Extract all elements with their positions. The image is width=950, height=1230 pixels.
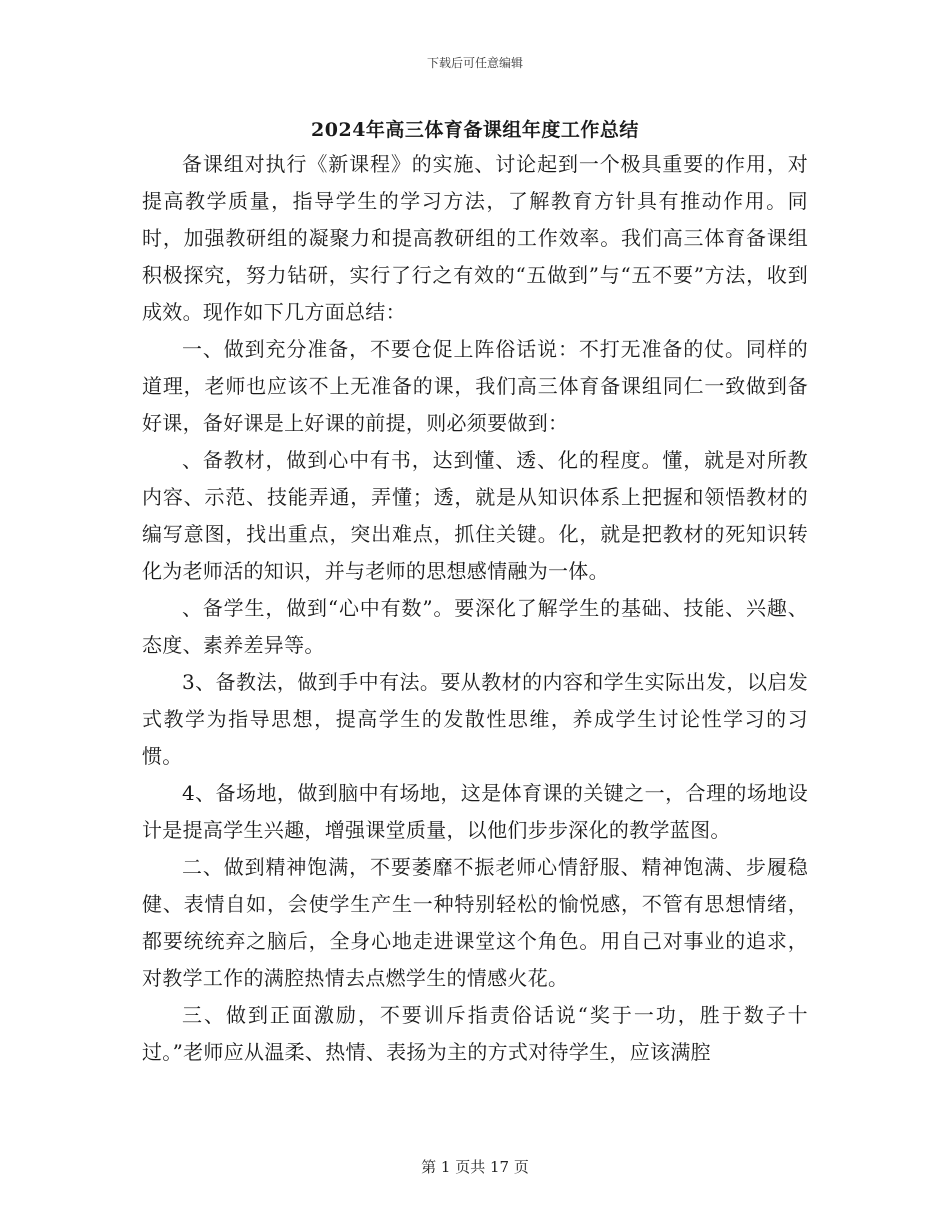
paragraph-prepare-venue: 4、备场地，做到脑中有场地，这是体育课的关键之一，合理的场地设计是提高学生兴趣，增强课堂质量，以他们步步深化的教学蓝图。 xyxy=(142,781,808,842)
paragraph-prepare-methods: 3、备教法，做到手中有法。要从教材的内容和学生实际出发，以启发式教学为指导思想，提高学生的发散性思维，养成学生讨论性学习的习惯。 xyxy=(142,670,808,768)
paragraph-intro: 备课组对执行《新课程》的实施、讨论起到一个极具重要的作用，对提高教学质量，指导学生的学习方法，了解教育方针具有推动作用。同时，加强教研组的凝聚力和提高教研组的工作效率。我们高三体育备课组积极探究，努力钻研，实行了行之有效的“五做到”与“五不要”方法，收到成效。现作如下几方面总结： xyxy=(142,152,808,324)
paragraph-prepare-students: 、备学生，做到“心中有数”。要深化了解学生的基础、技能、兴趣、态度、素养差异等。 xyxy=(142,596,808,657)
paragraph-section-1: 一、做到充分准备，不要仓促上阵俗话说：不打无准备的仗。同样的道理，老师也应该不上无准备的课，我们高三体育备课组同仁一致做到备好课，备好课是上好课的前提，则必须要做到： xyxy=(142,337,808,435)
paragraph-section-2: 二、做到精神饱满，不要萎靡不振老师心情舒服、精神饱满、步履稳健、表情自如，会使学生产生一种特别轻松的愉悦感，不管有思想情绪，都要统统弃之脑后，全身心地走进课堂这个角色。用自己对事业的追求，对教学工作的满腔热情去点燃学生的情感火花。 xyxy=(142,855,808,990)
page-header: 下载后可任意编辑 xyxy=(426,56,523,70)
paragraph-prepare-materials: 、备教材，做到心中有书，达到懂、透、化的程度。懂，就是对所教内容、示范、技能弄通，弄懂；透，就是从知识体系上把握和领悟教材的编写意图，找出重点，突出难点，抓住关键。化，就是把教材的死知识转化为老师活的知识，并与老师的思想感情融为一体。 xyxy=(142,448,808,583)
document-body xyxy=(142,146,808,1071)
paragraph-section-3: 三、做到正面激励，不要训斥指责俗话说“奖于一功，胜于数子十过。”老师应从温柔、热情、表扬为主的方式对待学生，应该满腔 xyxy=(142,1003,808,1064)
document-title: 2024年高三体育备课组年度工作总结 xyxy=(311,119,639,141)
page-footer: 第 1 页共 17 页 xyxy=(421,1158,529,1176)
